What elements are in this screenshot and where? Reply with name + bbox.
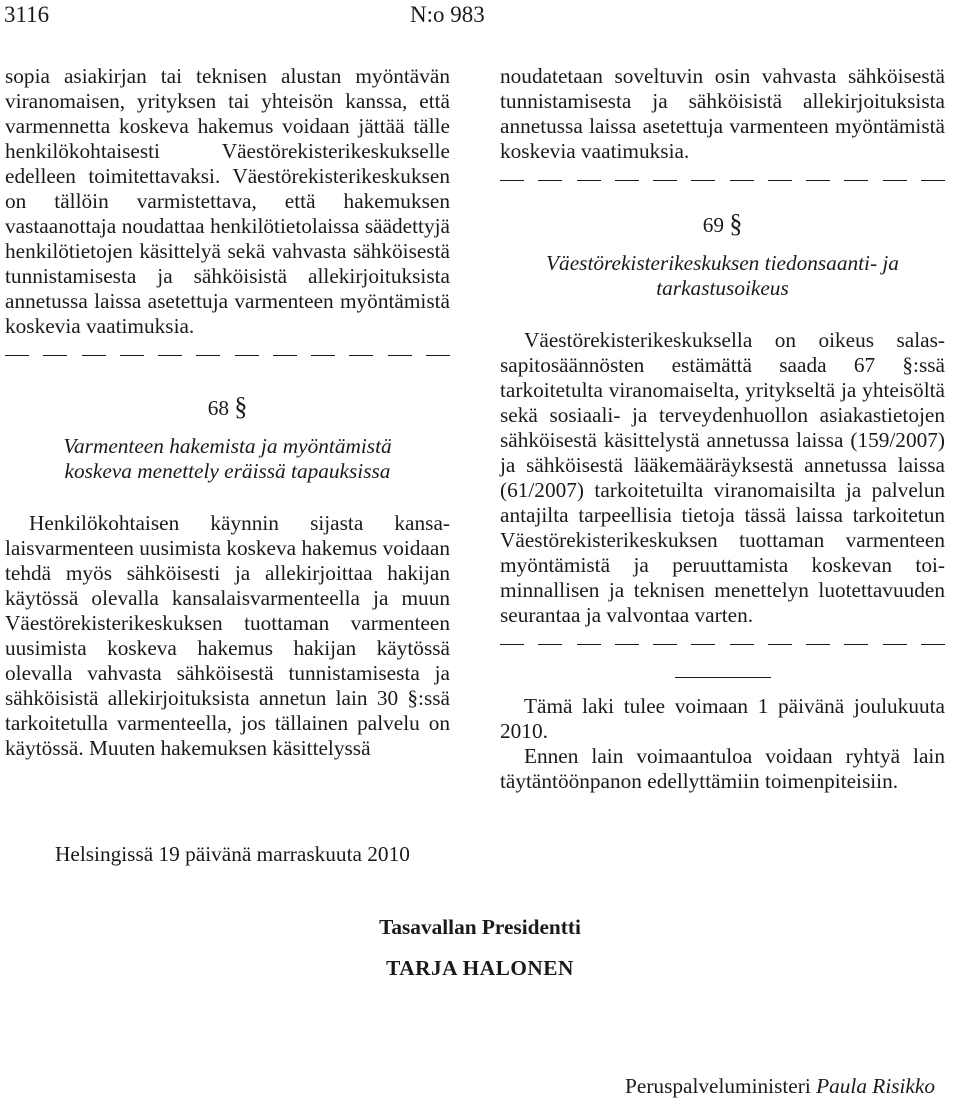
dash [5,355,29,356]
right-column [500,64,945,794]
section-number: 68 [207,396,229,420]
section-symbol: § [234,392,248,421]
journal-number: N:o 983 [410,2,485,27]
section-title-line: Varmenteen hakemista ja myöntämistä [63,434,392,458]
dash [730,180,754,181]
dash [235,355,259,356]
section-separator-dashes [5,343,450,368]
dash [120,355,144,356]
section-heading-69 [500,211,945,237]
president-office: Tasavallan Presidentti [379,915,581,939]
section-separator-dashes [500,168,945,193]
dash [349,355,373,356]
dash [921,180,945,181]
president-name: TARJA HALONEN [386,956,574,980]
dash [388,355,412,356]
dash [43,355,67,356]
dash [577,644,601,645]
dash [653,180,677,181]
left-column [5,64,450,761]
dateline: Helsingissä 19 päivänä marraskuuta 2010 [55,842,410,866]
dash [768,644,792,645]
dash [691,180,715,181]
section-title-line: Väestörekisterikeskuksen tiedonsaanti- ja [546,251,899,275]
dash [615,180,639,181]
dash [82,355,106,356]
dash [500,644,524,645]
dash [806,180,830,181]
section-title-line: koskeva menettely eräissä tapauksissa [64,459,391,483]
minister-title: Peruspalveluministeri [625,1074,811,1098]
minister-signature [625,1074,935,1099]
entry-into-force-paragraph: Tämä laki tulee voimaan 1 päivänä joulukuuta 2010. [500,694,945,743]
dash [273,355,297,356]
dash [538,180,562,181]
dash [883,180,907,181]
dash [653,644,677,645]
dash [768,180,792,181]
section-title [500,251,945,301]
section-symbol: § [729,209,743,238]
dash [730,644,754,645]
section-68-paragraph: Henkilökohtaisen käynnin sijasta kansalaisvarmenteen uusimista koskeva hakemus voidaan tehdä myös sähköisesti ja allekirjoittaa hakijan käytössä olevalla kansalaisvarmenteella ja muun Väestörekisterikeskuksen tuottaman varmenteen uusimista koskeva hakemus hakijan käytössä olevalla vahvasta sähköisestä tunnistamisesta ja sähköisistä allekirjoituksista annetun lain 30 §:ssä tarkoitetulla varmenteella, jos tällainen palvelu on käytössä. Muuten hakemuksen käsittelyssä [5,511,450,760]
section-heading-68 [5,394,450,420]
end-rule [675,677,771,678]
dash [844,180,868,181]
dash [577,180,601,181]
dash [806,644,830,645]
section-number: 69 [702,213,724,237]
dash [426,355,450,356]
dash [691,644,715,645]
section-title [5,434,450,484]
implementation-paragraph: Ennen lain voimaantuloa voidaan ryhtyä lain täytäntöönpanon edellyttämiin toimenpiteisiin. [500,744,945,793]
dash [311,355,335,356]
dash [196,355,220,356]
dash [844,644,868,645]
section-69-paragraph: Väestörekisterikeskuksella on oikeus salassapitosäännösten estämättä saada 67 §:ssä tarkoitetulta viranomaiselta, yritykseltä ja yhteisöltä sekä sosiaali- ja terveydenhuollon asiakastietojen sähköisestä käsittelystä annetussa laissa (159/2007) ja sähköisestä lääkemääräyksestä annetussa laissa (61/2007) tarkoitetuilta viranomaisilta ja palvelun antajilta tarpeellisia tietoja tässä laissa tarkoitetun Väestörekisterikeskuksen tuottaman varmenteen myöntämistä ja peruuttamista koskevan toiminnallisen ja teknisen menettelyn luotettavuuden seurantaa ja valvontaa varten. [500,328,945,627]
page-number: 3116 [4,2,50,27]
minister-name: Paula Risikko [816,1074,935,1098]
dash [883,644,907,645]
continued-paragraph: noudatetaan soveltuvin osin vahvasta sähköisestä tunnistamisesta ja sähköisistä allekirjoituksista annetussa laissa asetettuja varmenteen myöntämistä koskevia vaatimuksia. [500,64,945,163]
dash [158,355,182,356]
dash [921,644,945,645]
dash [615,644,639,645]
dash [538,644,562,645]
dash [500,180,524,181]
section-title-line: tarkastusoikeus [656,276,789,300]
continued-paragraph: sopia asiakirjan tai teknisen alustan myöntävän viranomaisen, yrityksen tai yhteisön kanssa, että varmennetta koskeva hakemus voidaan jättää tälle henkilökohtaisesti Väestörekisterikeskukselle edelleen toimitettavaksi. Väestörekisterikeskuksen on tällöin varmistettava, että hakemuksen vastaanottaja noudattaa henkilötietolaissa säädettyjä henkilötietojen käsittelyä sekä vahvasta sähköisestä tunnistamisesta ja sähköisistä allekirjoituksista annetussa laissa asetettuja varmenteen myöntämistä koskevia vaatimuksia. [5,64,450,338]
section-separator-dashes [500,632,945,657]
